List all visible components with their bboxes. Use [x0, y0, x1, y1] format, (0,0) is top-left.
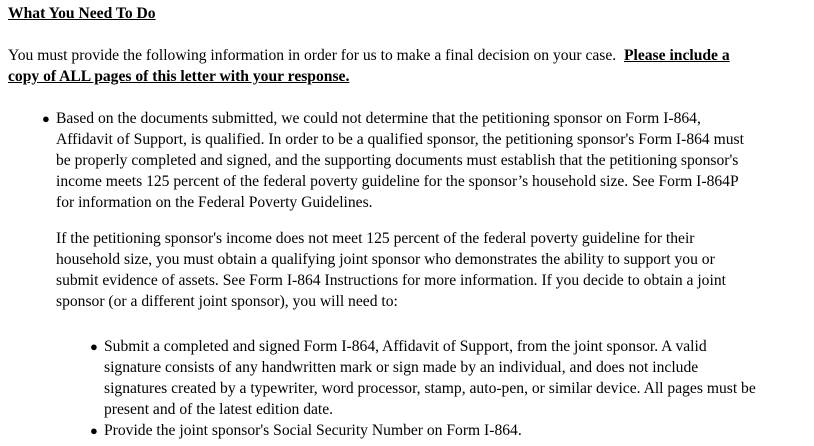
bullet-icon: ●	[90, 339, 98, 354]
sub1-line-4: present and of the latest edition date.	[104, 401, 334, 418]
section-heading: What You Need To Do	[8, 5, 156, 22]
sub1-line-1: Submit a completed and signed Form I-864, Affidavit of Support, from the joint sponsor. A valid	[104, 338, 707, 355]
intro-emphasis-2: copy of ALL pages of this letter with your response.	[8, 68, 350, 85]
sub1-line-2: signature consists of any handwritten mark or sign made by an individual, and does not include	[104, 359, 699, 376]
bullet-icon: ●	[90, 423, 98, 438]
intro-paragraph	[8, 45, 808, 87]
sub2-line-1: Provide the joint sponsor's Social Security Number on Form I-864.	[104, 422, 522, 439]
sub-bullet-ssn	[90, 420, 810, 441]
joint-sponsor-paragraph	[56, 228, 811, 312]
para2-line-4: sponsor (or a different joint sponsor), you will need to:	[56, 293, 398, 310]
bullet-sponsor-qualification	[42, 108, 811, 213]
para2-line-2: household size, you must obtain a qualifying joint sponsor who demonstrates the ability to support you or	[56, 251, 715, 268]
bullet-icon: ●	[42, 111, 50, 126]
bullet1-line-4: income meets 125 percent of the federal poverty guideline for the sponsor’s household size. See Form I-864P	[56, 173, 739, 190]
intro-text: You must provide the following information in order for us to make a final decision on your case.	[8, 47, 617, 64]
bullet1-line-1: Based on the documents submitted, we could not determine that the petitioning sponsor on Form I-864,	[56, 110, 701, 127]
bullet1-line-5: for information on the Federal Poverty Guidelines.	[56, 194, 373, 211]
para2-line-1: If the petitioning sponsor's income does not meet 125 percent of the federal poverty guideline for their	[56, 230, 695, 247]
intro-emphasis-1: Please include a	[623, 47, 730, 64]
para2-line-3: submit evidence of assets. See Form I-864 Instructions for more information. If you decide to obtain a joint	[56, 272, 726, 289]
bullet1-line-3: be properly completed and signed, and the supporting documents must establish that the petitioning sponsor's	[56, 152, 739, 169]
sub-bullet-submit-form	[90, 336, 810, 420]
bullet1-line-2: Affidavit of Support, is qualified. In order to be a qualified sponsor, the petitioning sponsor's Form I-864 must	[56, 131, 744, 148]
sub1-line-3: signatures created by a typewriter, word processor, stamp, auto-pen, or similar device. All pages must be	[104, 380, 756, 397]
